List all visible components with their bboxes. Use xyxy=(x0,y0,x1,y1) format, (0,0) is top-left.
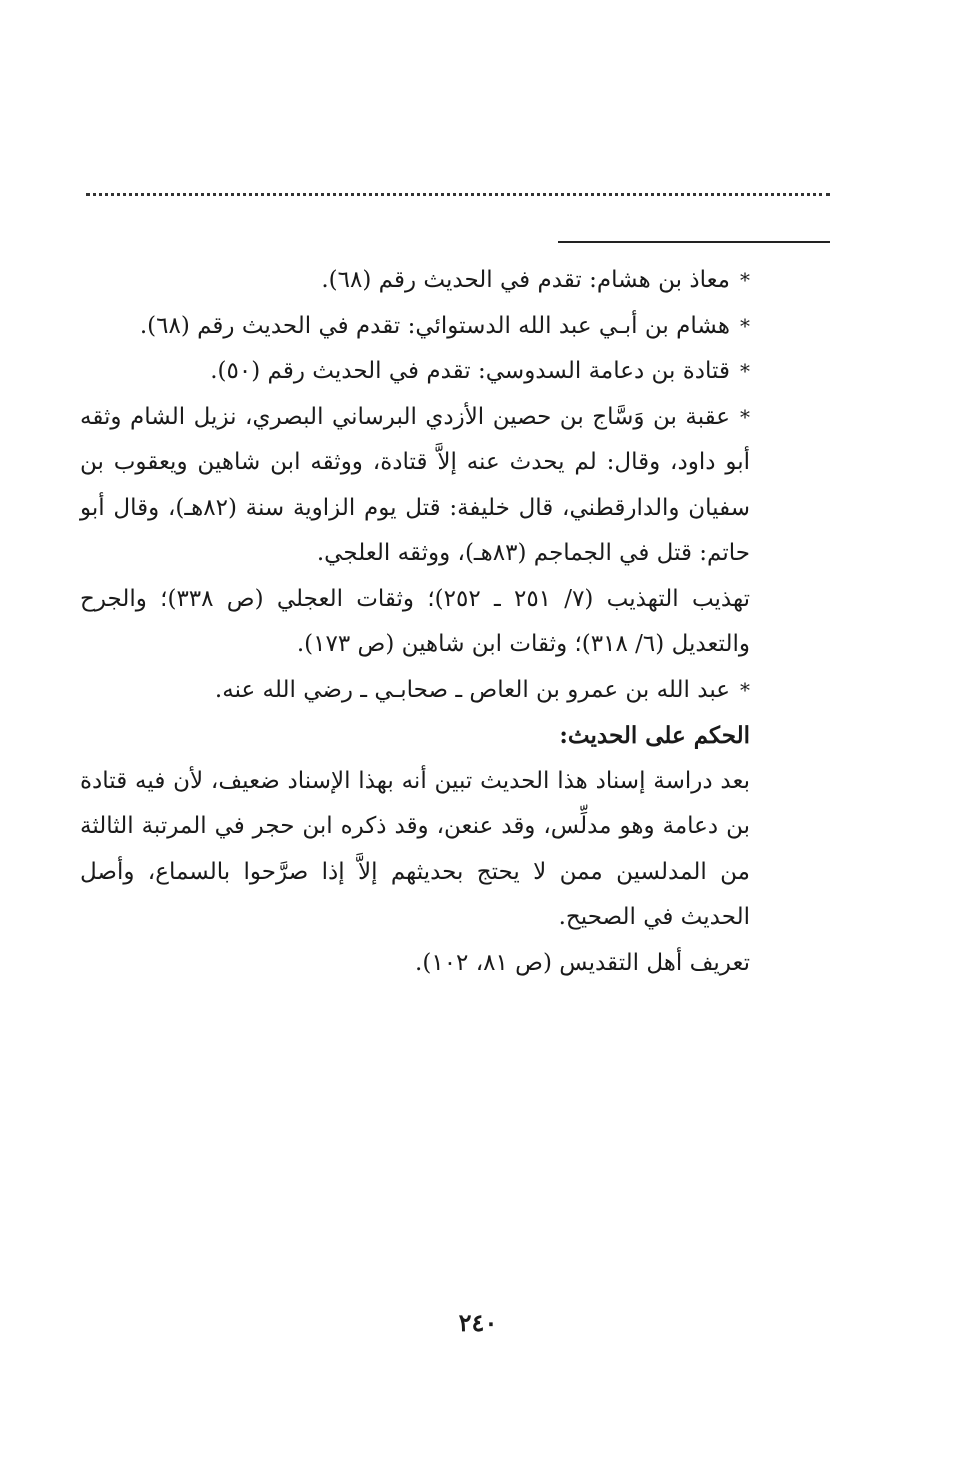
ruling-heading: الحكم على الحديث: xyxy=(559,722,750,749)
sources-paragraph: تهذيب التهذيب (٧/ ٢٥١ ـ ٢٥٢)؛ وثقات العجلي (ص ٣٣٨)؛ والجرح والتعديل (٦/ ٣١٨)؛ وثقات ابن شاهين (ص ١٧٣). xyxy=(80,585,751,657)
bullet-star-icon: * xyxy=(740,313,750,338)
narrator-text: قتادة بن دعامة السدوسي: تقدم في الحديث رقم (٥٠). xyxy=(210,358,730,384)
bullet-star-icon: * xyxy=(740,677,750,702)
bullet-star-icon: * xyxy=(740,268,750,292)
page-body xyxy=(80,258,750,986)
narrator-entry-1 xyxy=(80,258,750,304)
ruling-paragraph: بعد دراسة إسناد هذا الحديث تبين أنه بهذا الإسناد ضعيف، لأن فيه قتادة بن دعامة وهو مدلِّس، وقد عنعن، وقد ذكره ابن حجر في المرتبة الثالثة من المدلسين ممن لا يحتج بحديثهم إلاَّ إذا صرَّحوا بالسماع، وأصل الحديث في الصحيح. xyxy=(80,767,750,930)
narrator-entry-2 xyxy=(80,304,750,350)
bullet-star-icon: * xyxy=(740,359,750,383)
narrator-text: عقبة بن وَسَّاج بن حصين الأزدي البرساني البصري، نزيل الشام وثقه أبو داود، وقال: لم يحدث عنه إلاَّ قتادة، ووثقه ابن شاهين ويعقوب بن سفيان والدارقطني، قال خليفة: قتل يوم الزاوية سنة (٨٢هـ)، وقال أبو حاتم: قتل في الجماجم (٨٣هـ)، ووثقه العلجي. xyxy=(80,403,750,566)
companion-text: عبد الله بن عمرو بن العاص ـ صحابـي ـ رضي الله عنه. xyxy=(214,676,730,703)
narrator-text: معاذ بن هشام: تقدم في الحديث رقم (٦٨). xyxy=(321,267,730,293)
page-number: ٢٤٠ xyxy=(458,1308,498,1337)
narrator-entry-3 xyxy=(80,349,750,395)
bullet-star-icon: * xyxy=(740,404,750,429)
ruling-sources: تعريف أهل التقديس (ص ٨١، ١٠٢). xyxy=(415,949,750,976)
companion-entry xyxy=(80,668,750,714)
narrator-text: هشام بن أبـي عبد الله الدستوائي: تقدم في الحديث رقم (٦٨). xyxy=(139,312,730,339)
narrator-entry-4 xyxy=(80,395,750,577)
top-dotted-rule xyxy=(86,193,830,196)
footnote-rule xyxy=(558,241,830,243)
